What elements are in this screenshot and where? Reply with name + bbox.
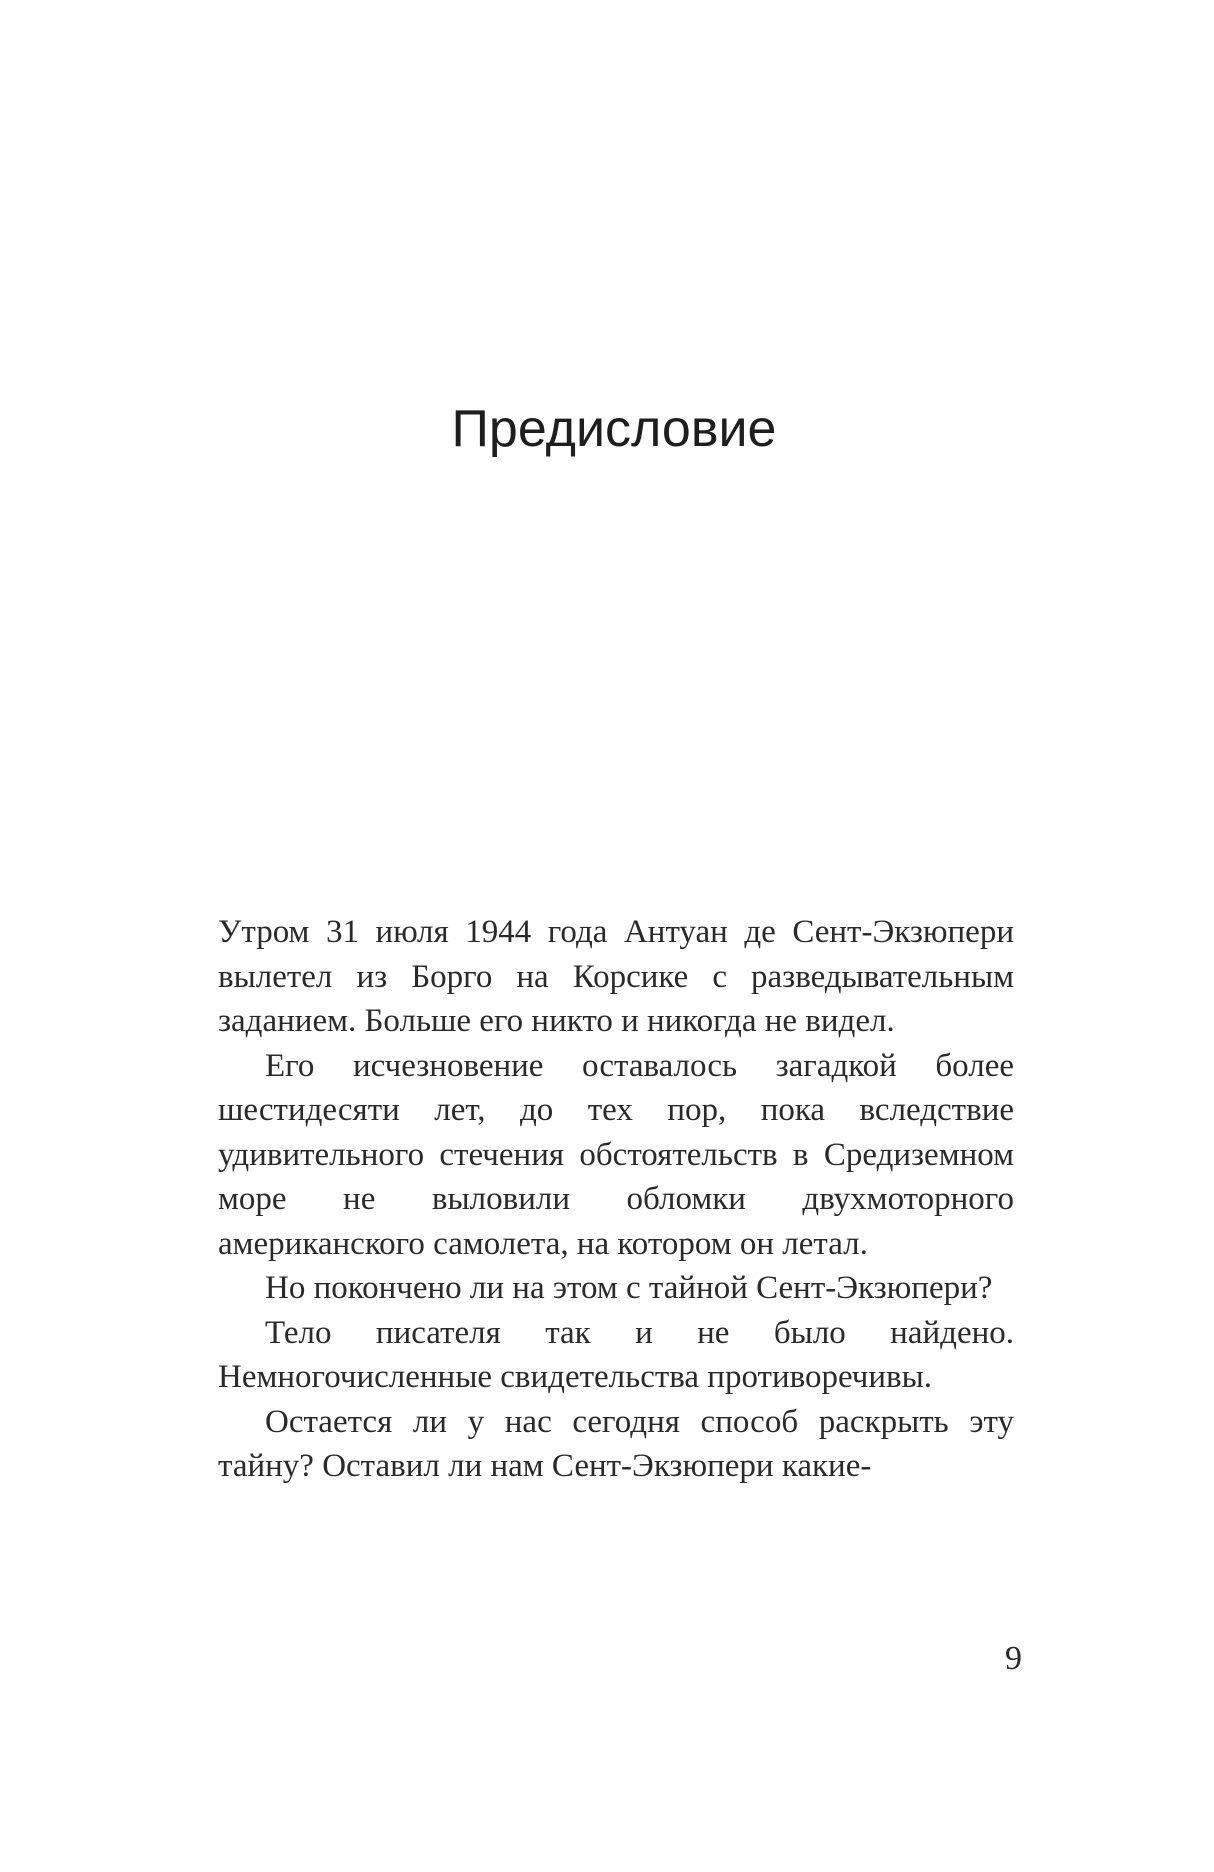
chapter-title: Предисловие — [451, 400, 777, 458]
paragraph: Но покончено ли на этом с тайной Сент-Экзюпери? — [265, 1270, 993, 1306]
paragraph: Тело писателя так и не было найдено. Немногочисленные свидетельства противоречивы. — [218, 1314, 1014, 1395]
page-number: 9 — [1005, 1640, 1022, 1677]
paragraph: Его исчезновение оставалось загадкой более шестидесяти лет, до тех пор, пока вследствие удивительного стечения обстоятельств в Средиземном море не выловили обломки двухмоторного американского самолета, на котором он летал. — [218, 1047, 1014, 1262]
body-text — [218, 910, 1014, 1489]
paragraph: Утром 31 июля 1944 года Антуан де Сент-Экзюпери вылетел из Борго на Корсике с разведывательным заданием. Больше его никто и никогда не видел. — [218, 914, 1014, 1039]
paragraph: Остается ли у нас сегодня способ раскрыть эту тайну? Оставил ли нам Сент-Экзюпери какие- — [218, 1403, 1014, 1484]
